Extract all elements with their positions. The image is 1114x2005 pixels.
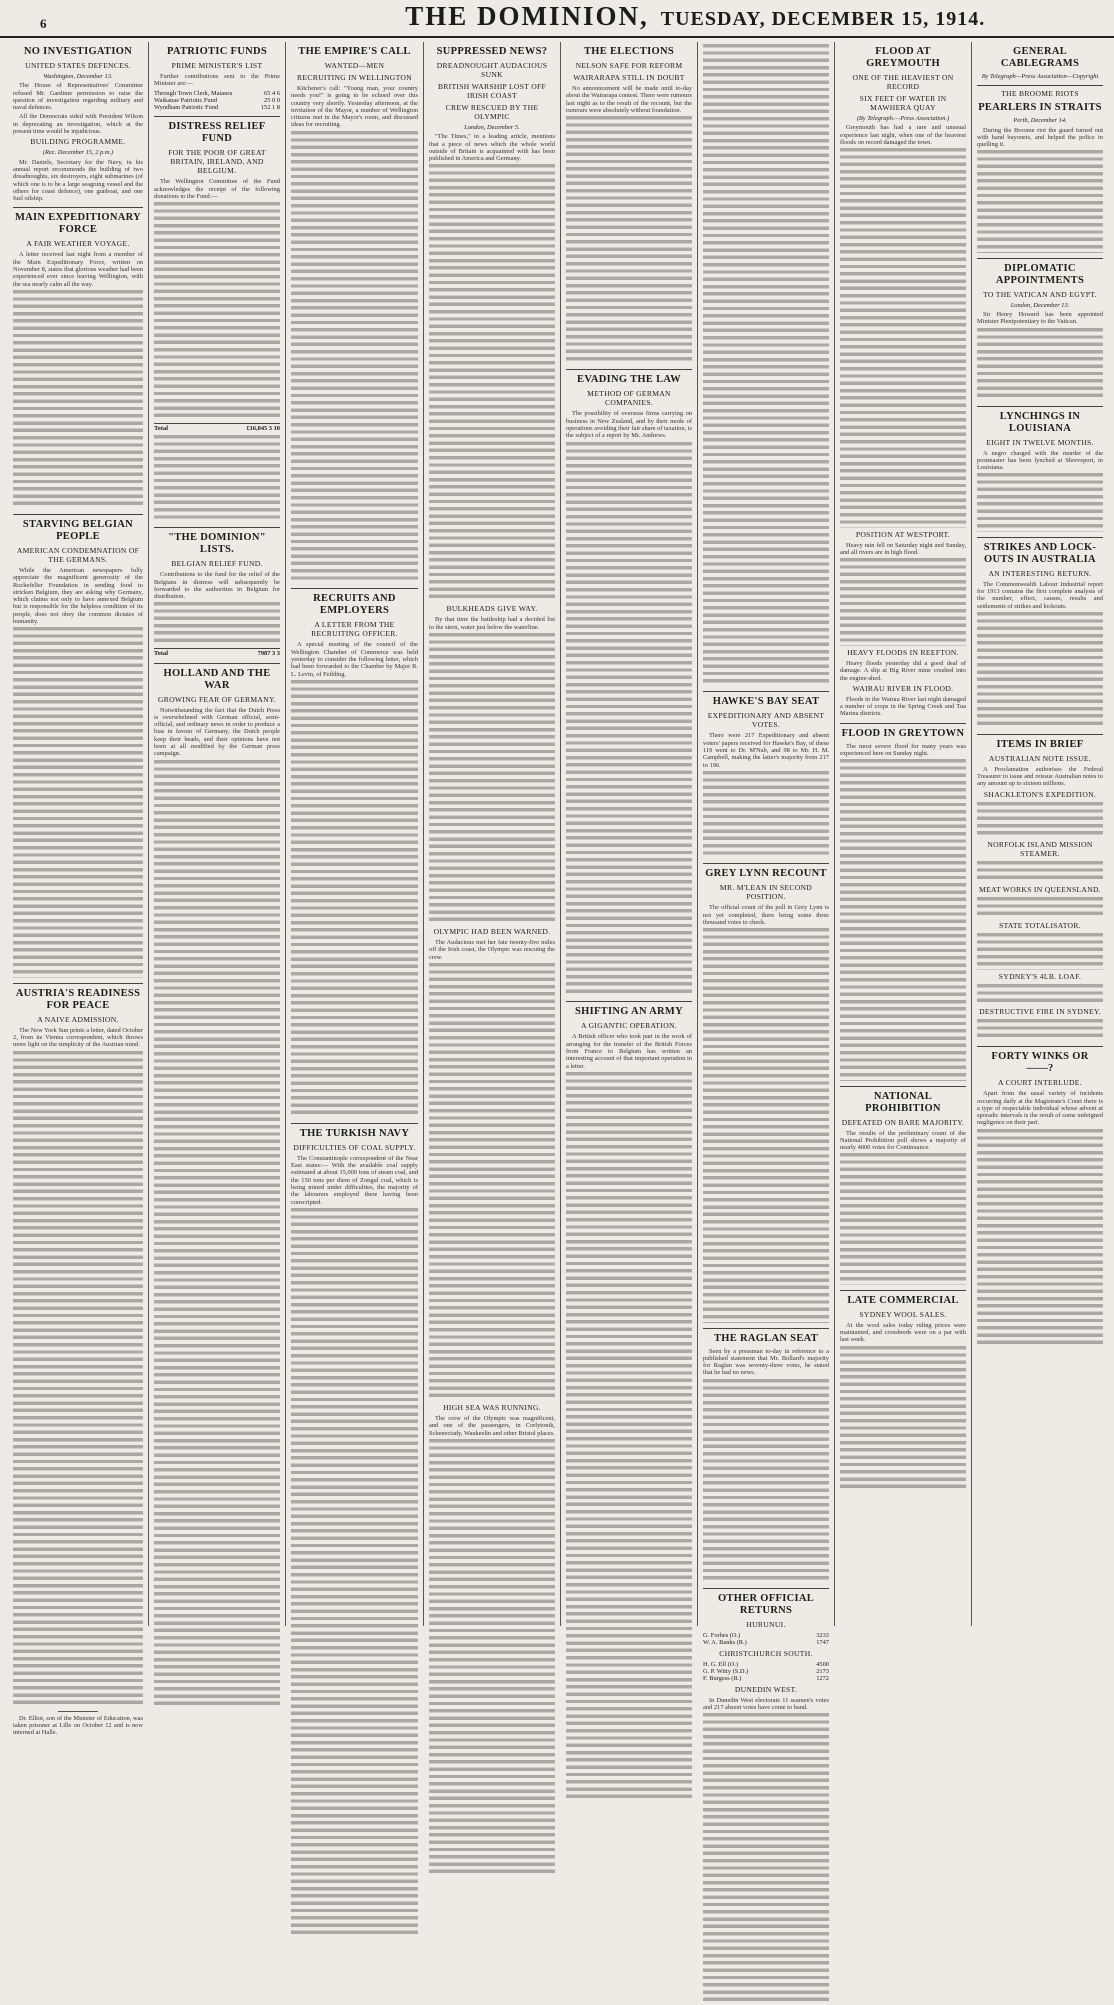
article-text: The results of the preliminary count of the National Prohibition poll shows a majority of nearly 4000 votes for Continuance. — [840, 1129, 966, 1152]
article-subheading: CHRISTCHURCH SOUTH. — [719, 1648, 813, 1658]
article-text: Apart from the usual variety of incidents occurring daily at the Magistrate's Court there is a type of respectable individual whose advent at sporadic intervals is the result of some unfeigned negligence on their part. — [977, 1090, 1103, 1127]
article-text: Mr. Daniels, Secretary for the Navy, in his annual report recommends the building of two dreadnoughts, six destroyers, eight submarines (of which one is to be a large seagoing vessel and the others for coast defence), one gunboat, and one fuel oilship. — [13, 158, 143, 203]
body-text-block — [703, 771, 829, 859]
page-number: 6 — [40, 16, 47, 31]
body-text-block — [703, 1713, 829, 2005]
article-subheading: STATE TOTALISATOR. — [999, 921, 1081, 930]
article-subheading: BELGIAN RELIEF FUND. — [171, 559, 263, 569]
article-heading: SHIFTING AN ARMY — [574, 1006, 684, 1018]
article-subheading: TO THE VATICAN AND EGYPT. — [983, 289, 1097, 299]
dateline: (Rec. December 15, 2 p.m.) — [42, 149, 114, 157]
article-text: A letter received last night from a member of the Main Expeditionary Force, written on November 8, states that glorious weather had been experienced ever since leaving Wellington, with the sea nearly calm all the way. — [13, 251, 143, 288]
article-subheading: A GIGANTIC OPERATION. — [581, 1021, 677, 1031]
column-3 — [286, 42, 424, 1626]
article-heading: LATE COMMERCIAL — [847, 1294, 959, 1306]
body-text-block — [429, 633, 555, 925]
article-subheading: HIGH SEA WAS RUNNING. — [443, 1402, 541, 1412]
masthead — [0, 0, 1114, 38]
article-subheading: SIX FEET OF WATER IN MAWHERA QUAY — [859, 94, 947, 112]
article-subheading: ONE OF THE HEAVIEST ON RECORD — [852, 73, 954, 91]
article-text: Floods in the Wairau River last night damaged a number of crops in the Spring Creek and Tua Marina districts. — [840, 695, 966, 718]
article-subheading: A FAIR WEATHER VOYAGE. — [26, 239, 130, 249]
body-text-block — [703, 1379, 829, 1583]
article-heading: FLOOD AT GREYMOUTH — [866, 46, 940, 69]
article-subheading: AN INTERESTING RETURN. — [988, 568, 1092, 578]
article-text: Contributions to the fund for the relief of the Belgians in distress will subsequently be forwarded to the authorities in Belgium for distribution. — [154, 571, 280, 601]
article-text: A Proclamation authorises the Federal Treasurer to issue and reissue Australian notes to any amount up to sixteen millions. — [977, 765, 1103, 788]
article-heading: HOLLAND AND THE WAR — [163, 667, 271, 691]
article-heading: PATRIOTIC FUNDS — [166, 46, 268, 57]
body-text-block — [154, 202, 280, 421]
article-heading: OTHER OFFICIAL RETURNS — [717, 1593, 815, 1617]
article-text: The most severe flood for many years was experienced here on Sunday night. — [840, 742, 966, 758]
article-text: The Wellington Committee of the Fund acknowledges the receipt of the following donations to the Fund:— — [154, 178, 280, 201]
article-heading: THE RAGLAN SEAT — [713, 1332, 819, 1344]
column-2 — [149, 42, 286, 1626]
body-text-block — [977, 612, 1103, 729]
results-list — [703, 1632, 829, 1647]
dateline: Washington, December 13. — [43, 73, 113, 80]
body-text-block — [291, 1208, 418, 1938]
article-subheading: DIFFICULTIES OF COAL SUPPLY. — [293, 1142, 416, 1152]
article-text: The official count of the poll in Grey Lynn is not yet completed, there being some three thousand votes to check. — [703, 904, 829, 927]
column-1 — [8, 42, 149, 1737]
article-text: No announcement will be made until to-day about the Wairarapa contest. There were rumours last night as to the result of the recount, but the rumours were absolutely without foundation. — [566, 85, 692, 114]
article-subheading: UNITED STATES DEFENCES. — [25, 61, 131, 70]
list-item: W. A. Banks (R.) 1747 — [703, 1639, 829, 1647]
dateline: London, December 13. — [1010, 301, 1070, 309]
issue-date: TUESDAY, DECEMBER 15, 1914. — [660, 8, 986, 30]
article-text: Heavy rain fell on Saturday night and Sunday, and all rivers are in high flood. — [840, 541, 966, 557]
dateline: Perth, December 14. — [1013, 117, 1067, 125]
body-text-block — [13, 290, 143, 509]
article-text: The Commonwealth Labour Industrial report for 1913 contains the first complete analysis of the number, effect, causes, results and settlements of strikes and lockouts. — [977, 580, 1103, 610]
article-subheading: SYDNEY'S 4LB. LOAF. — [998, 971, 1082, 981]
body-text-block — [566, 116, 692, 364]
dateline: London, December 5. — [464, 124, 520, 131]
article-subheading: AUSTRALIAN NOTE ISSUE. — [988, 753, 1092, 763]
article-heading: FORTY WINKS OR ——? — [991, 1051, 1089, 1075]
article-text: In Dunedin West electorate 11 seamen's votes and 217 absent votes have come to hand. — [703, 1696, 829, 1711]
article-subheading: DREADNOUGHT AUDACIOUS SUNK — [436, 61, 548, 79]
article-subheading: NELSON SAFE FOR REFORM — [575, 61, 683, 70]
donation-list — [154, 90, 280, 112]
body-text-block — [977, 1019, 1103, 1041]
article-subheading: DESTRUCTIVE FIRE IN SYDNEY. — [979, 1007, 1101, 1017]
article-heading: SUPPRESSED NEWS? — [436, 46, 548, 57]
article-subheading: FOR THE POOR OF GREAT BRITAIN, IRELAND, AND BELGIUM. — [168, 148, 266, 176]
article-text: While the American newspapers fully appreciate the magnificent generosity of the Rockefeller Foundation in sending food to stricken Belgium, they are asking why Germany, which claims not only to have annexed Belgium but is responsible for the helpless condition of its people, does not obey the common dictates of humanity. — [13, 566, 143, 626]
article-heading: MAIN EXPEDITIONARY FORCE — [14, 212, 142, 236]
column-6 — [698, 42, 835, 1711]
article-subheading: METHOD OF GERMAN COMPANIES. — [587, 389, 671, 408]
article-subheading: DUNEDIN WEST. — [734, 1684, 798, 1694]
body-text-block — [840, 558, 966, 646]
article-subheading: BRITISH WARSHIP LOST OFF IRISH COAST — [437, 82, 547, 100]
article-text: A British officer who took part in the work of arranging for the transfer of the British Forces from France to Belgium has written an interesting account of that important operation in a letter. — [566, 1033, 692, 1070]
body-text-block — [566, 442, 692, 997]
article-text: Greymouth has had a rare and unusual experience last night, when one of the heaviest floods on record damaged the town. — [840, 124, 966, 146]
article-subheading: A NAIVE ADMISSION. — [37, 1014, 119, 1024]
body-text-block — [977, 897, 1103, 919]
body-text-block — [291, 131, 418, 584]
article-subheading: DEFEATED ON BARE MAJORITY. — [841, 1117, 965, 1127]
article-text: The House of Representatives' Committee refused Mr. Gardiner permission to raise the question of investigation regarding military and naval defences. — [13, 82, 143, 112]
article-heading: PEARLERS IN STRAITS — [978, 102, 1102, 114]
body-text-block — [13, 627, 143, 977]
fund-total: Total £16,045 3 10 — [154, 425, 280, 433]
column-8 — [972, 42, 1108, 1626]
body-text-block — [13, 1051, 143, 1708]
list-item: F. Burgess (R.) 1272 — [703, 1675, 829, 1683]
article-subheading: MR. M'LEAN IN SECOND POSITION. — [719, 883, 813, 902]
body-text-block — [840, 1153, 966, 1284]
article-heading: AUSTRIA'S READINESS FOR PEACE — [15, 987, 141, 1011]
body-text-block — [840, 1346, 966, 1492]
body-text-block — [977, 1129, 1103, 1348]
article-text: There were 217 Expeditionary and absent voters' papers received for Hawke's Bay, of these 119 went to Dr. M'Nab, and 98 to Mr. H. M. Campbell, making the latter's majority from 217 to 196. — [703, 732, 829, 769]
body-text-block — [429, 164, 555, 602]
article-text: The crew of the Olympic was magnificent, and one of the passengers, in Corlytonik, Schenectady, Waukeelin and other Bristol places. — [429, 1414, 555, 1437]
body-text-block — [154, 760, 280, 1709]
article-heading: EVADING THE LAW — [577, 374, 681, 386]
list-item: H. G. Ell (O.) 4500 — [703, 1660, 829, 1668]
body-text-block — [977, 328, 1103, 401]
article-subheading: OLYMPIC HAD BEEN WARNED. — [433, 927, 551, 937]
list-item: Waikanae Patriotic Fund 25 0 0 — [154, 96, 280, 104]
article-subheading: SYDNEY WOOL SALES. — [859, 1309, 947, 1319]
body-text-block — [566, 1072, 692, 1802]
body-text-block — [429, 963, 555, 1401]
article-subheading: MEAT WORKS IN QUEENSLAND. — [979, 885, 1101, 895]
article-text: Sir Henry Howard has been appointed Minister Plenipotentiary to the Vatican. — [977, 310, 1103, 326]
paper-title-line — [405, 1, 985, 32]
body-text-block — [840, 148, 966, 528]
body-text-block — [154, 602, 280, 646]
article-heading: GENERAL CABLEGRAMS — [1000, 46, 1080, 69]
article-heading: GREY LYNN RECOUNT — [705, 868, 827, 880]
article-text: Dr. Elliot, son of the Minister of Education, was taken prisoner at Lille on October 12 and is now interned at Halle. — [13, 1714, 143, 1737]
article-text: A special meeting of the council of the Wellington Chamber of Commerce was held yesterday to consider the following letter, which had been forwarded to the Chamber by Major R. L. Levin, of Feilding. — [291, 641, 418, 678]
article-text: Kitchener's call: "Young man, your country needs you!" is going to be echoed over this country very shortly. Yesterday afternoon, at the invitation of the Mayor, a number of Wellington citizens met in the Mayor's room, and discussed ideas for recruiting. — [291, 85, 418, 129]
article-subheading: BULKHEADS GIVE WAY. — [446, 604, 538, 614]
article-heading: FLOOD IN GREYTOWN — [841, 727, 965, 739]
column-5 — [561, 42, 698, 1626]
list-item: G. Forbes (O.) 3233 — [703, 1632, 829, 1640]
article-text: All the Democrats sided with President Wilson in deprecating an investigation, which at the present time would be injudicious. — [13, 113, 143, 136]
list-item: Through Town Clerk, Mataura 65 4 6 — [154, 89, 280, 97]
article-heading: LYNCHINGS IN LOUISIANA — [999, 410, 1081, 434]
article-subheading: THE BROOME RIOTS — [1001, 89, 1079, 99]
list-item: Wyndham Patriotic Fund 152 1 8 — [154, 104, 280, 112]
article-subheading: WANTED—MEN — [324, 61, 385, 70]
body-text-block — [703, 44, 829, 686]
article-heading: STARVING BELGIAN PEOPLE — [22, 518, 134, 542]
article-heading: THE ELECTIONS — [584, 46, 674, 57]
article-text: During the Broome riot the guard turned out with hand bayonets, and helped the police in quelling it. — [977, 126, 1103, 149]
article-heading: THE TURKISH NAVY — [299, 1127, 410, 1139]
article-subheading: WAIRARAPA STILL IN DOUBT — [573, 73, 685, 82]
body-text-block — [154, 435, 280, 523]
article-heading: RECRUITS AND EMPLOYERS — [313, 593, 396, 617]
body-text-block — [840, 759, 966, 1080]
article-subheading: EIGHT IN TWELVE MONTHS. — [986, 437, 1094, 447]
article-subheading: AMERICAN CONDEMNATION OF THE GERMANS. — [16, 545, 140, 564]
article-subheading: GROWING FEAR OF GERMANY. — [157, 694, 277, 704]
article-subheading: RECRUITING IN WELLINGTON — [297, 73, 412, 82]
article-heading: STRIKES AND LOCK-OUTS IN AUSTRALIA — [983, 541, 1097, 565]
body-text-block — [429, 1439, 555, 1877]
article-subheading: NORFOLK ISLAND MISSION STEAMER. — [987, 840, 1093, 859]
body-text-block — [977, 984, 1103, 1006]
article-text: Notwithstanding the fact that the Dutch Press is overwhelmed with German official, semi-official, and ordinary news in order to produce a bias in favour of Germany, the Dutch people keep their heads, and their opinions have not been at all modified by the German press campaign. — [154, 706, 280, 758]
article-text: By that time the battleship had a decided list to the stern, water just below the waterline. — [429, 616, 555, 631]
article-subheading: EXPEDITIONARY AND ABSENT VOTES. — [707, 711, 825, 730]
article-text: A negro charged with the murder of the postmaster has been lynched at Shreveport, in Louisiana. — [977, 449, 1103, 472]
article-subheading: A COURT INTERLUDE. — [998, 1078, 1082, 1088]
body-text-block — [977, 933, 1103, 970]
body-text-block — [977, 150, 1103, 252]
article-heading: THE EMPIRE'S CALL — [298, 46, 411, 57]
article-subheading: PRIME MINISTER'S LIST — [171, 61, 263, 70]
columns — [8, 42, 1108, 1737]
article-subheading: HURUNUI. — [746, 1620, 786, 1630]
results-list — [703, 1661, 829, 1683]
article-subheading: CREW RESCUED BY THE OLYMPIC — [445, 103, 539, 121]
body-text-block — [977, 802, 1103, 839]
article-subheading: A LETTER FROM THE RECRUITING OFFICER. — [311, 620, 398, 639]
article-text: The New York Sun prints a letter, dated October 2, from its Vienna correspondent, which throws more light on the simplicity of the Austrian mind. — [13, 1026, 143, 1049]
column-7 — [835, 42, 972, 1626]
article-heading: DIPLOMATIC APPOINTMENTS — [995, 262, 1085, 286]
body-text-block — [977, 473, 1103, 531]
dateline: By Telegraph—Press Association—Copyright — [981, 73, 1099, 80]
article-heading: DISTRESS RELIEF FUND — [168, 121, 266, 145]
article-text: The Constantinople correspondent of the Near East states:— With the available coal supply estimated at about 15,000 tons of steam coal, and the 150 tons per diem of Zongul coal, which is being mined under difficulties, the majority of the labourers employed there having been conscripted. — [291, 1154, 418, 1206]
article-text: Further contributions sent to the Prime Minister are:— — [154, 73, 280, 88]
body-text-block — [703, 928, 829, 1322]
article-subheading: POSITION AT WESTPORT. — [855, 529, 951, 539]
article-subheading: HEAVY FLOODS IN REEFTON. — [847, 647, 959, 657]
article-text: Seen by a pressman to-day in reference to a published statement that Mr. Bollard's majority for Raglan was seventy-three votes, he stated that he had no news. — [703, 1347, 829, 1377]
article-subheading: SHACKLETON'S EXPEDITION. — [983, 789, 1097, 799]
article-heading: "THE DOMINION" LISTS. — [168, 532, 266, 556]
article-subheading: WAIRAU RIVER IN FLOOD. — [852, 683, 954, 693]
article-heading: HAWKE'S BAY SEAT — [712, 696, 820, 708]
article-heading: NO INVESTIGATION — [23, 46, 133, 57]
dateline: (By Telegraph.—Press Association.) — [856, 115, 950, 122]
article-subheading: BUILDING PROGRAMME. — [30, 137, 126, 147]
article-heading: ITEMS IN BRIEF — [996, 738, 1084, 750]
article-text: The possibility of overseas firms carrying on business in New Zealand, and by their mode of operations avoiding their fair share of taxation, is the subject of a report by Mr. Andrews. — [566, 410, 692, 440]
article-text: Heavy floods yesterday did a good deal of damage. A slip at Big River mine crushed into the engine-shed. — [840, 659, 966, 682]
article-text: "The Times," in a leading article, mentions that a piece of news which the whole world outside of Britain is acquainted with has been published in America and Germany. — [429, 133, 555, 163]
article-heading: NATIONAL PROHIBITION — [865, 1090, 941, 1114]
article-text: The Audacious met her fate twenty-five miles off the Irish coast, the Olympic was rescuing the crew. — [429, 939, 555, 961]
body-text-block — [291, 680, 418, 1118]
column-4 — [424, 42, 561, 1626]
list-item: G. P. Witty (S.D.) 2173 — [703, 1668, 829, 1676]
fund-total: Total 7987 3 3 — [154, 650, 280, 658]
paper-name: THE DOMINION, — [405, 1, 649, 31]
article-text: At the wool sales today ruling prices were maintained, and crossbreds were on a par with last week. — [840, 1321, 966, 1344]
body-text-block — [977, 861, 1103, 883]
